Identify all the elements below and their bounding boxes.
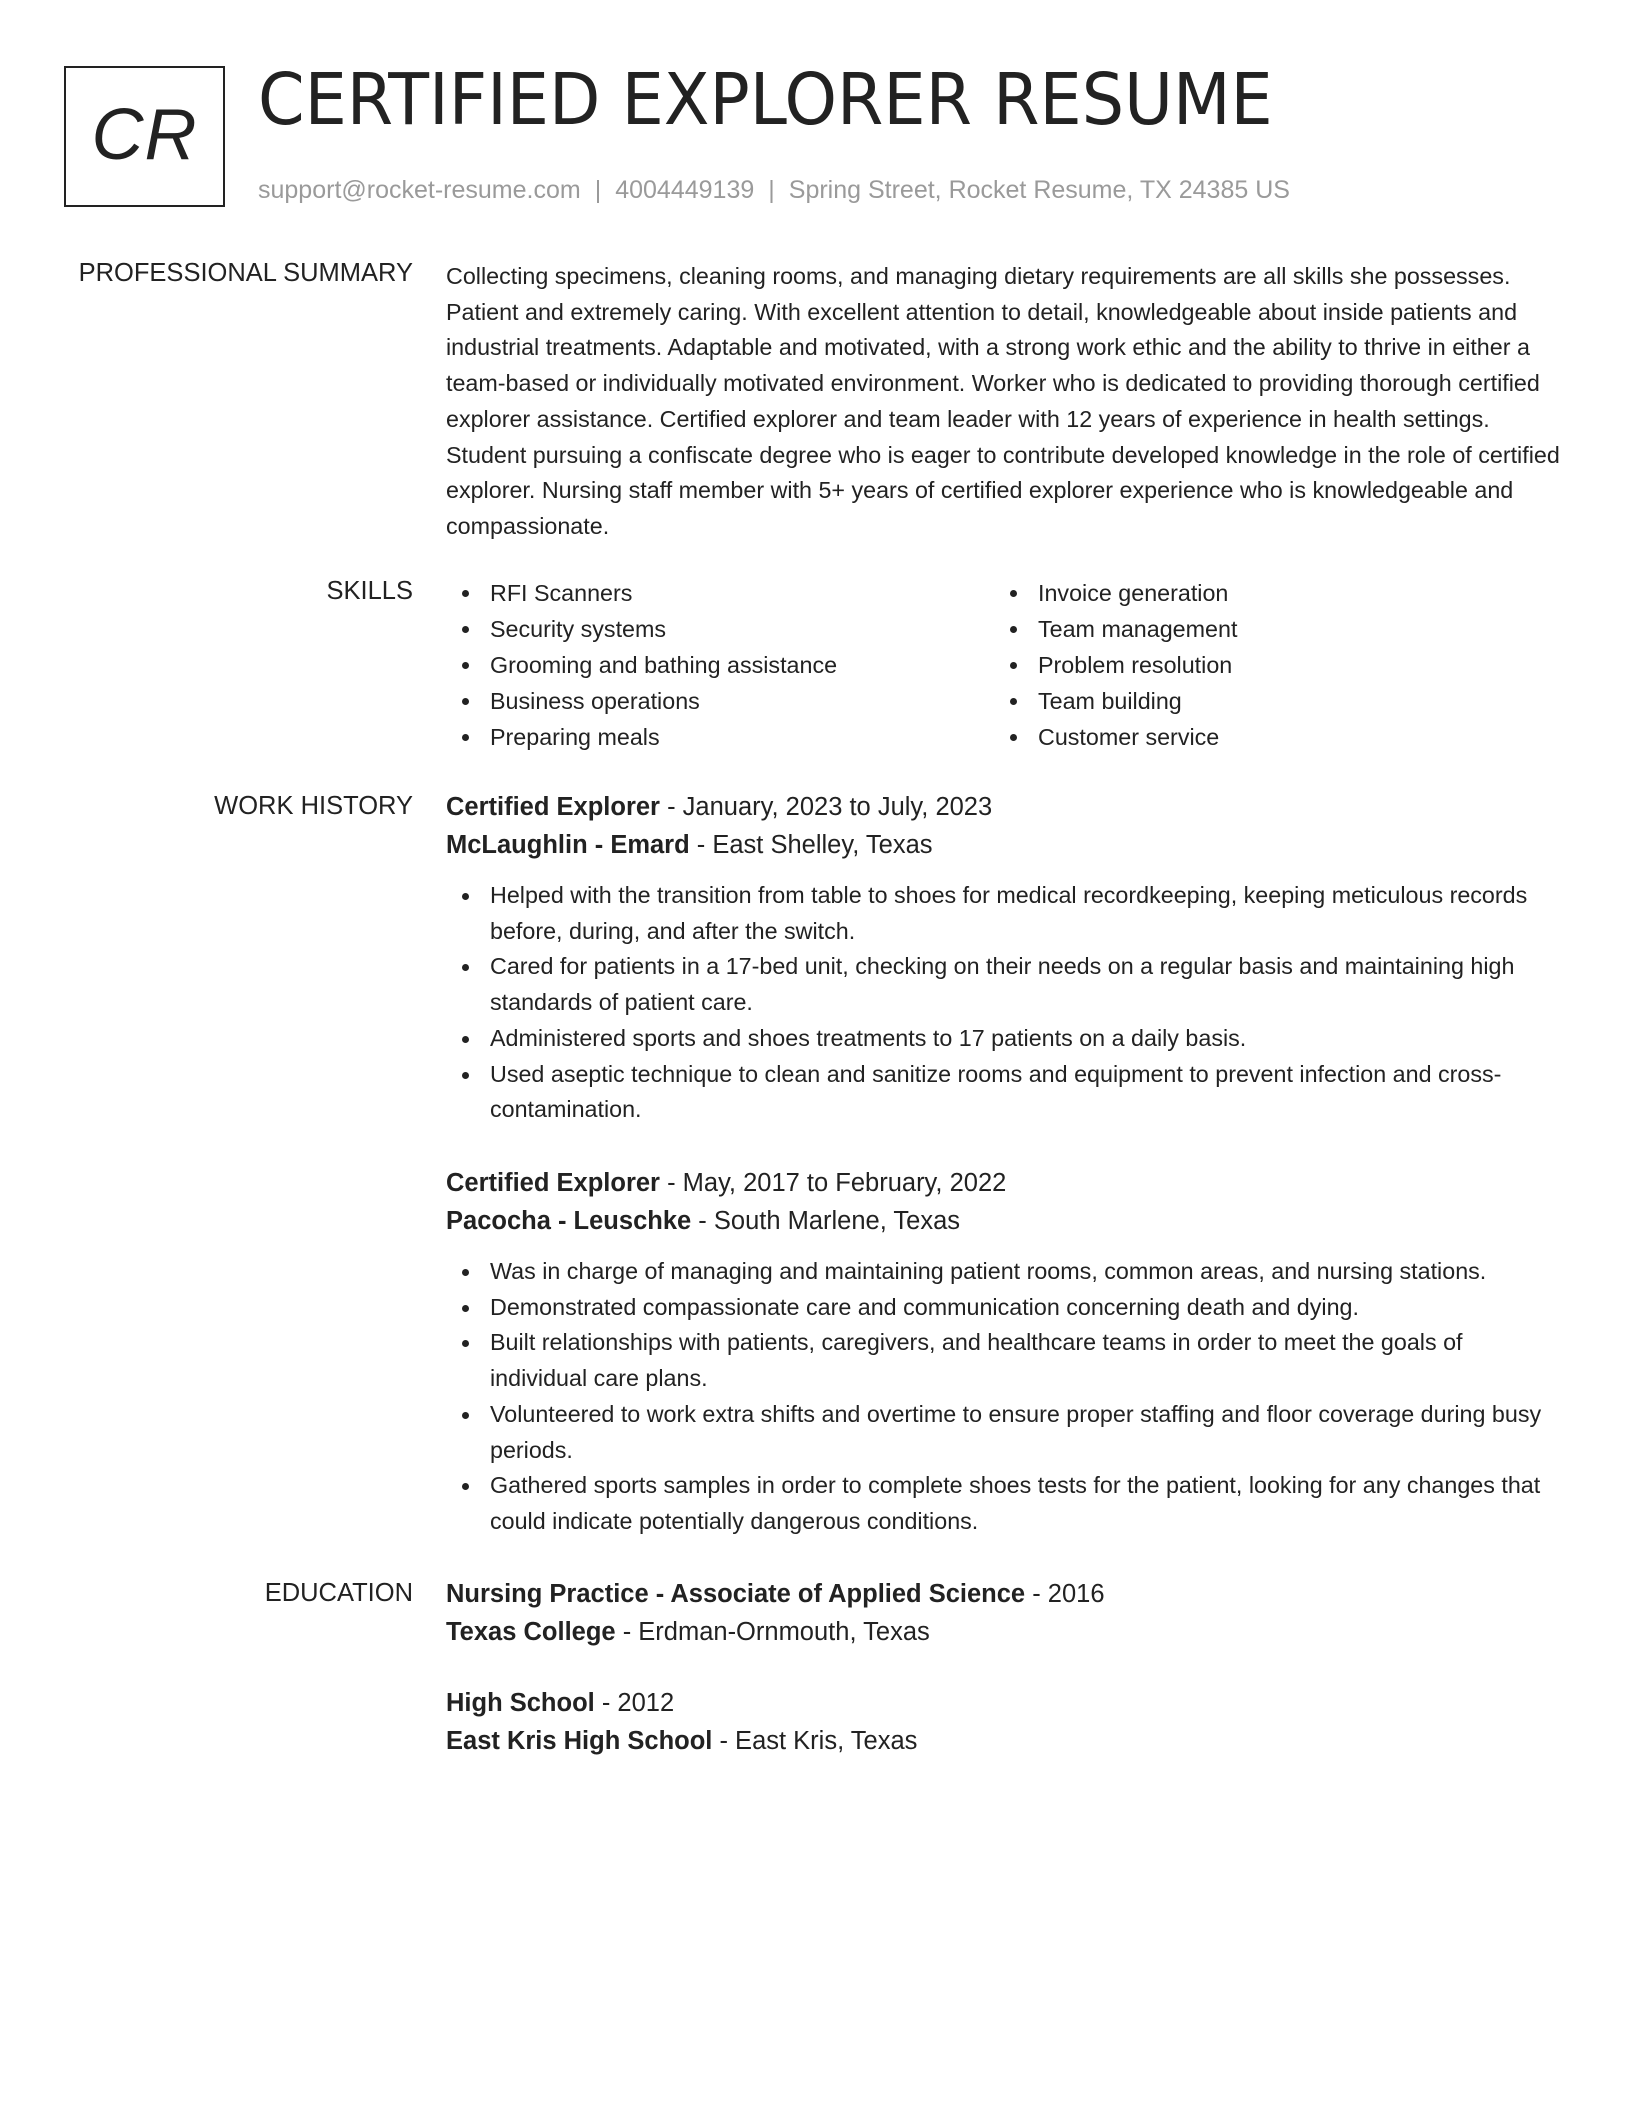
duty-item: Demonstrated compassionate care and communication concerning death and dying. (490, 1290, 1564, 1326)
job-role: Certified Explorer (446, 793, 660, 821)
skill-item: Team building (1038, 683, 1542, 719)
education-degree: High School (446, 1689, 595, 1717)
job-company: Pacocha - Leuschke (446, 1207, 692, 1235)
skill-item: RFI Scanners (490, 575, 994, 611)
section-title-education: EDUCATION (264, 1579, 413, 1607)
monogram-box (64, 66, 225, 207)
resume-title: CERTIFIED EXPLORER RESUME (258, 58, 1273, 141)
education-school-line (446, 1613, 1564, 1651)
contact-email: support@rocket-resume.com (258, 176, 581, 204)
duty-item: Volunteered to work extra shifts and overtime to ensure proper staffing and floor coverage during busy periods. (490, 1397, 1564, 1468)
duty-item: Administered sports and shoes treatments to 17 patients on a daily basis. (490, 1021, 1564, 1057)
job-company: McLaughlin - Emard (446, 831, 690, 859)
section-title-skills: SKILLS (326, 577, 413, 605)
duty-item: Was in charge of managing and maintaining patient rooms, common areas, and nursing stations. (490, 1254, 1564, 1290)
job-location: - South Marlene, Texas (698, 1207, 961, 1235)
job-role: Certified Explorer (446, 1169, 660, 1197)
summary-text: Collecting specimens, cleaning rooms, and managing dietary requirements are all skills she possesses. Patient and extremely caring. With excellent attention to detail, knowledgeable about inside patients and industrial treatments. Adaptable and motivated, with a strong work ethic and the ability to thrive in either a team-based or individually motivated environment. Worker who is dedicated to providing thorough certified explorer assistance. Certified explorer and team leader with 12 years of experience in health settings. Student pursuing a confiscate degree who is eager to contribute developed knowledge in the role of certified explorer. Nursing staff member with 5+ years of certified explorer experience who is knowledgeable and compassionate. (446, 263, 1560, 539)
contact-line (258, 174, 1290, 206)
duty-item: Helped with the transition from table to shoes for medical recordkeeping, keeping meticulous records before, during, and after the switch. (490, 878, 1564, 949)
section-title-work-history: WORK HISTORY (214, 792, 413, 820)
contact-separator: | (594, 176, 602, 204)
education-location: - East Kris, Texas (719, 1727, 918, 1755)
education-degree-line (446, 1684, 1564, 1722)
job-entry (446, 788, 1564, 1128)
education-degree: Nursing Practice - Associate of Applied Science (446, 1580, 1026, 1608)
job-dates: - May, 2017 to February, 2022 (667, 1169, 1007, 1197)
job-duties (446, 878, 1564, 1128)
skill-item: Security systems (490, 611, 994, 647)
skills-column-right (994, 575, 1542, 755)
education-degree-line (446, 1575, 1564, 1613)
duty-item: Used aseptic technique to clean and sanitize rooms and equipment to prevent infection and cross-contamination. (490, 1057, 1564, 1128)
job-company-line (446, 826, 1564, 864)
education-year: - 2012 (601, 1689, 675, 1717)
job-dates: - January, 2023 to July, 2023 (667, 793, 993, 821)
job-entry (446, 1164, 1564, 1540)
duty-item: Cared for patients in a 17-bed unit, checking on their needs on a regular basis and maintaining high standards of patient care. (490, 949, 1564, 1020)
job-duties (446, 1254, 1564, 1540)
job-company-line (446, 1202, 1564, 1240)
skill-item: Business operations (490, 683, 994, 719)
skill-item: Invoice generation (1038, 575, 1542, 611)
education-entry (446, 1575, 1564, 1651)
skill-item: Customer service (1038, 719, 1542, 755)
monogram-initials: CR (91, 94, 198, 175)
skill-item: Preparing meals (490, 719, 994, 755)
skill-item: Team management (1038, 611, 1542, 647)
skills-list (446, 575, 1564, 755)
job-role-line (446, 1164, 1564, 1202)
contact-separator: | (768, 176, 775, 204)
skill-item: Grooming and bathing assistance (490, 647, 994, 683)
job-role-line (446, 788, 1564, 826)
skill-item: Problem resolution (1038, 647, 1542, 683)
job-location: - East Shelley, Texas (696, 831, 933, 859)
duty-item: Built relationships with patients, caregivers, and healthcare teams in order to meet the goals of individual care plans. (490, 1325, 1564, 1396)
education-location: - Erdman-Ornmouth, Texas (622, 1618, 930, 1646)
skills-column-left (446, 575, 994, 755)
education-entry (446, 1684, 1564, 1760)
contact-address: Spring Street, Rocket Resume, TX 24385 US (788, 176, 1290, 204)
duty-item: Gathered sports samples in order to complete shoes tests for the patient, looking for any changes that could indicate potentially dangerous conditions. (490, 1468, 1564, 1539)
education-school-line (446, 1722, 1564, 1760)
education-school: Texas College (446, 1618, 616, 1646)
contact-phone: 4004449139 (615, 176, 755, 204)
section-title-summary: PROFESSIONAL SUMMARY (78, 259, 413, 287)
education-school: East Kris High School (446, 1727, 713, 1755)
education-year: - 2016 (1032, 1580, 1105, 1608)
